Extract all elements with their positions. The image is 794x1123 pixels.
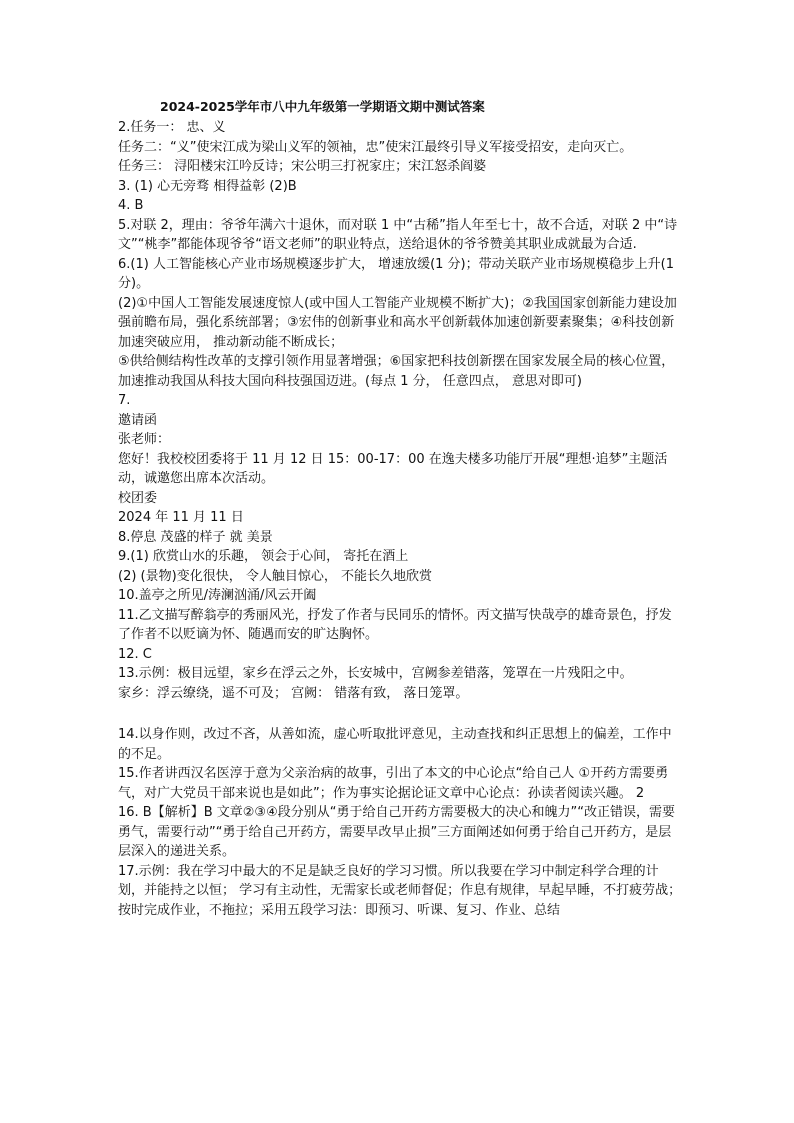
answer-sheet: [118, 96, 683, 920]
answer-line: 13.示例：极目远望，家乡在浮云之外，长安城中，宫阙参差错落，笼罩在一片残阳之中。: [118, 666, 633, 681]
answer-line: 17.示例：我在学习中最大的不足是缺乏良好的学习习惯。所以我要在学习中制定科学合理的计划，并能持之以恒； 学习有主动性，无需家长或老师督促；作息有规律，早起早睡，不打疲劳战；按时完成作业，不拖拉；采用五段学习法：即预习、听课、复习、作业、总结: [118, 863, 682, 918]
answer-line: 7.: [118, 393, 131, 408]
answer-line: 10.盖亭之所见/涛澜汹涌/风云开阖: [118, 588, 317, 603]
answer-line: 校团委: [118, 490, 158, 506]
answer-line: 8.停息 茂盛的样子 就 美景: [118, 529, 273, 545]
answer-line: 您好！我校校团委将于 11 月 12 日 15：00-17：00 在逸夫楼多功能厅开展“理想·追梦”主题活动，诚邀您出席本次活动。: [118, 451, 668, 486]
answer-line: 11.乙文描写醉翁亭的秀丽风光，抒发了作者与民同乐的情怀。丙文描写快哉亭的雄奇景色，抒发了作者不以贬谪为怀、随遇而安的旷达胸怀。: [118, 607, 672, 642]
answer-line: 16. B【解析】B 文章②③④段分别从“勇于给自己开药方需要极大的决心和魄力”“改正错误，需要勇气，需要行动”“勇于给自己开药方，需要早改早止损”三方面阐述如何勇于给自己开药方，是层层深入的递进关系。: [118, 805, 675, 859]
answer-line: 14.以身作则，改过不吝，从善如流，虚心听取批评意见，主动查找和纠正思想上的偏差，工作中的不足。: [118, 727, 672, 762]
answer-line: 邀请函: [118, 412, 158, 428]
answer-line: 家乡：浮云缭绕，遥不可及； 宫阙： 错落有致， 落日笼罩。: [118, 685, 469, 701]
answer-line: (2) (景物)变化很快， 令人触目惊心， 不能长久地欣赏: [118, 568, 432, 584]
answer-line: 3. (1) 心无旁骛 相得益彰 (2)B: [118, 178, 297, 194]
page-title: 2024-2025学年市八中九年级第一学期语文期中测试答案: [160, 99, 485, 114]
answer-line: 6.(1) 人工智能核心产业市场规模逐步扩大， 增速放缓(1 分)；带动关联产业市场规模稳步上升(1 分)。: [118, 256, 674, 291]
answer-line: 12. C: [118, 646, 152, 662]
answer-line: 2024 年 11 月 11 日: [118, 510, 244, 525]
answer-line: 2.任务一： 忠、义: [118, 120, 226, 135]
answer-line: 张老师：: [118, 432, 171, 447]
answer-line: 任务三： 浔阳楼宋江吟反诗；宋公明三打祝家庄；宋江怒杀阎婆: [118, 159, 487, 174]
answer-line: 4. B: [118, 198, 144, 213]
answer-list: [118, 118, 683, 920]
answer-line: (2)①中国人工智能发展速度惊人(或中国人工智能产业规模不断扩大)；②我国国家创新能力建设加强前瞻布局，强化系统部署；③宏伟的创新事业和高水平创新载体加速创新要素聚集；④科技创新加速突破应用， 推动新动能不断成长；: [118, 295, 677, 350]
blank-line: [118, 703, 683, 725]
answer-line: 15.作者讲西汉名医淳于意为父亲治病的故事，引出了本文的中心论点“给自己人 ①开药方需要勇气，对广大党员干部来说也是如此”；作为事实论据论证文章中心论点：孙读者阅读兴趣。 2: [118, 766, 669, 801]
answer-line: 任务二：“义”使宋江成为梁山义军的领袖，忠”使宋江最终引导义军接受招安，走向灭亡。: [118, 139, 633, 155]
answer-line: 5.对联 2，理由：爷爷年满六十退休，而对联 1 中“古稀”指人年至七十，故不合适，对联 2 中“诗文”“桃李”都能体现爷爷“语文老师”的职业特点，送给退休的爷爷赞美其职业成就最为合适.: [118, 217, 678, 252]
answer-line: 9.(1) 欣赏山水的乐趣， 领会于心间， 寄托在酒上: [118, 549, 409, 564]
answer-line: ⑤供给侧结构性改革的支撑引领作用显著增强；⑥国家把科技创新摆在国家发展全局的核心位置， 加速推动我国从科技大国向科技强国迈进。(每点 1 分， 任意四点， 意思对即可): [118, 354, 675, 389]
